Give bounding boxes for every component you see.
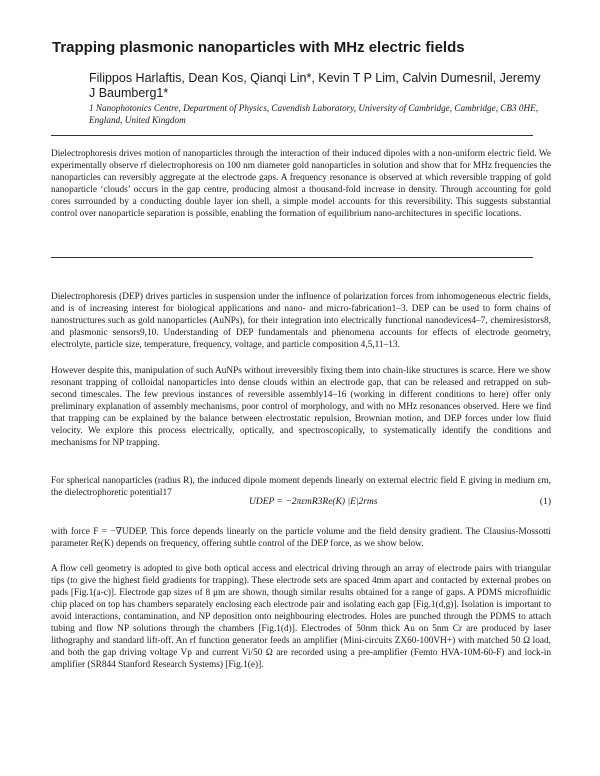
abstract-bottom-rule [51, 257, 533, 258]
affiliation: 1 Nanophotonics Centre, Department of Physics, Cavendish Laboratory, University of Cambridge, Cambridge, CB3 0HE, England, United Kingdom [89, 103, 539, 125]
equation-number: (1) [539, 497, 551, 507]
body-paragraph-5: A flow cell geometry is adopted to give both optical access and electrical driving through an array of electrode pairs with triangular tips (to give the highest field gradients for trapping). These electrode sets are spaced 4mm apart and contacted by external probes on pads [Fig.1(a-c)]. Electrode gap sizes of 8 μm are shown, though similar results obtained for a range of gaps. A PDMS microfluidic chip placed on top has chambers separately enclosing each electrode pair and isolating each gap [Fig.1(d,g)]. Isolation is important to avoid interactions, contamination, and NP deposition onto neighbouring electrodes. Holes are punched through the PDMS to attach tubing and flow NP solutions through the chambers [Fig.1(d)]. Electrodes of 50nm thick Au on 5nm Cr are produced by laser lithography and standard lift-off. An rf function generator feeds an amplifier (Mini-circuits ZX60-100VH+) with matched 50 Ω load, and both the gap driving voltage Vp and current Vi/50 Ω are recorded using a pre-amplifier (Femto HVA-10M-60-F) and lock-in amplifier (SR844 Stanford Research Systems) [Fig.1(e)]. [51, 564, 551, 670]
body-paragraph-3: For spherical nanoparticles (radius R), the induced dipole moment depends linearly on external electric field E giving in medium εm, the dielectrophoretic potential17 [51, 476, 551, 498]
abstract: Dielectrophoresis drives motion of nanoparticles through the interaction of their induced dipoles with a non-uniform electric field. We experimentally observe rf dielectrophoresis on 100 nm diameter gold nanoparticles in solution and show that for MHz frequencies the nanoparticles can reversibly aggregate at the electrode gaps. A frequency resonance is observed at which reversible trapping of gold nanoparticle ‘clouds’ occurs in the gap centre, producing almost a thousand-fold increase in density. Through accounting for gold cores surrounded by a conducting double layer ion shell, a simple model accounts for this reversibility. This suggests substantial control over nanoparticle separation is possible, enabling the formation of equilibrium nano-architectures in specific locations. [51, 149, 551, 219]
equation-1 [51, 497, 551, 511]
author-list: Filippos Harlaftis, Dean Kos, Qianqi Lin*, Kevin T P Lim, Calvin Dumesnil, Jeremy J Baumberg1* [89, 71, 541, 100]
abstract-top-rule [51, 135, 533, 136]
body-paragraph-1: Dielectrophoresis (DEP) drives particles in suspension under the influence of polarization forces from inhomogeneous electric fields, and is of increasing interest for biological applications and nano- and micro-fabrication1–3. DEP can be used to form chains of nanostructures such as gold nanoparticles (AuNPs), for their integration into electrically functional nanodevices4–7, chemiresistors8, and plasmonic sensors9,10. Understanding of DEP fundamentals and phenomena accounts for effects of electrode geometry, electrolyte, particle size, temperature, frequency, voltage, and particle composition 4,5,11–13. [51, 292, 551, 350]
body-paragraph-2: However despite this, manipulation of such AuNPs without irreversibly fixing them into chain-like structures is scarce. Here we show resonant trapping of colloidal nanoparticles into dense clouds within an electrode gap, that can be released and retrapped on sub-second timescales. The few previous instances of reversible assembly14–16 (working in different conditions to here) offer only preliminary explanation of assembly mechanisms, poor control of morphology, and with no MHz resonances observed. Here we find that trapping can be explained by the balance between electrostatic repulsion, Brownian motion, and DEP forces under low fluid velocity. We explore this process electrically, optically, and spectroscopically, to systematically identify the conditions and mechanisms for NP trapping. [51, 366, 551, 448]
equation-body: UDEP = −2πεmR3Re(K) |E|2rms [249, 497, 378, 507]
body-paragraph-4: with force F = −∇UDEP. This force depends linearly on the particle volume and the field density gradient. The Clausius-Mossotti parameter Re(K) depends on frequency, offering subtle control of the DEP force, as we show below. [51, 527, 551, 549]
paper-title: Trapping plasmonic nanoparticles with MHz electric fields [52, 39, 465, 56]
